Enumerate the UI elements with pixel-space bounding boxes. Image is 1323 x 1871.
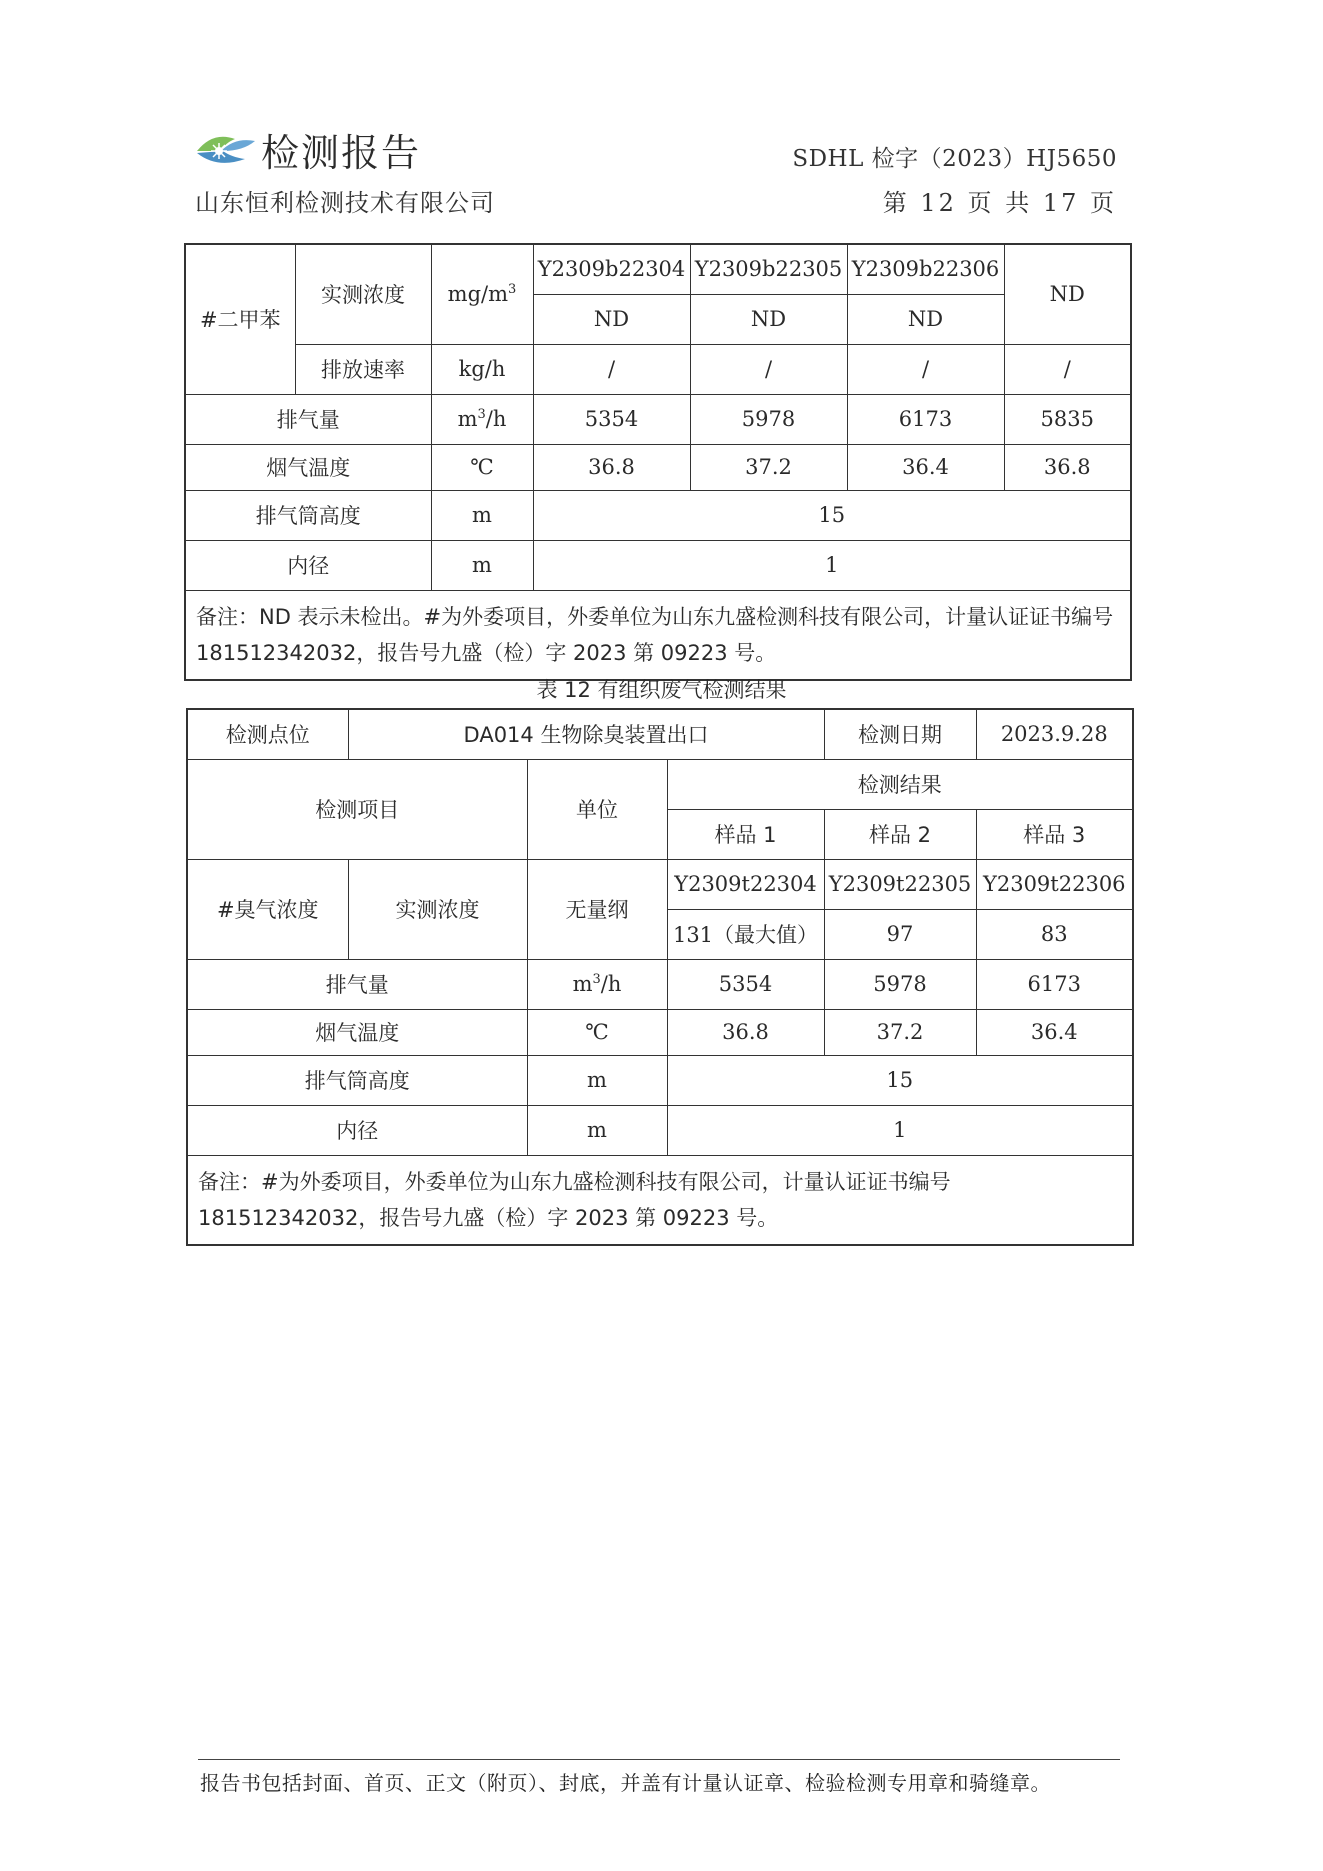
site-label: 检测点位: [187, 709, 348, 759]
date-label: 检测日期: [824, 709, 976, 759]
flow-unit: $m^3/h$: [527, 959, 667, 1009]
temp-label: 烟气温度: [187, 1009, 527, 1055]
sample-id: Y2309t22304: [667, 859, 824, 909]
flow-value: 5354: [667, 959, 824, 1009]
table-row: [187, 959, 1133, 1009]
rate-value: /: [533, 344, 690, 394]
footer-text: 报告书包括封面、首页、正文（附页）、封底，并盖有计量认证章、检验检测专用章和骑缝章。: [200, 1771, 1051, 1795]
diameter-unit: m: [527, 1105, 667, 1155]
height-label: 排气筒高度: [187, 1055, 527, 1105]
table-row: [185, 444, 1131, 490]
conc-unit: $mg/m^3$: [431, 244, 533, 344]
conc-value: 97: [824, 909, 976, 959]
date-value: 2023.9.28: [976, 709, 1133, 759]
height-value: 15: [667, 1055, 1133, 1105]
conc-value: ND: [847, 294, 1004, 344]
diameter-unit: m: [431, 540, 533, 590]
diameter-value: 1: [533, 540, 1131, 590]
table-row: [187, 759, 1133, 809]
temp-value: 37.2: [690, 444, 847, 490]
table-caption: 表 12 有组织废气检测结果: [536, 678, 787, 702]
table-row: [185, 540, 1131, 590]
height-label: 排气筒高度: [185, 490, 431, 540]
conc-label: 实测浓度: [295, 244, 431, 344]
table-row: [187, 859, 1133, 909]
diameter-label: 内径: [185, 540, 431, 590]
flow-value: 5978: [690, 394, 847, 444]
sample-id: Y2309t22305: [824, 859, 976, 909]
flow-value: 6173: [976, 959, 1133, 1009]
conc-average: ND: [1004, 244, 1131, 344]
rate-unit: kg/h: [431, 344, 533, 394]
rate-value: /: [690, 344, 847, 394]
sample-id: Y2309b22305: [690, 244, 847, 294]
results-table-xylene: [184, 243, 1132, 681]
temp-label: 烟气温度: [185, 444, 431, 490]
conc-value: ND: [533, 294, 690, 344]
report-number: SDHL 检字（2023）HJ5650: [792, 146, 1117, 172]
sample-id: Y2309b22304: [533, 244, 690, 294]
sample-header: 样品 1: [667, 809, 824, 859]
temp-value: 36.4: [976, 1009, 1133, 1055]
table-row: [185, 394, 1131, 444]
flow-unit: $m^3/h$: [431, 394, 533, 444]
flow-value: 5978: [824, 959, 976, 1009]
flow-label: 排气量: [187, 959, 527, 1009]
table-note: 备注：ND 表示未检出。#为外委项目，外委单位为山东九盛检测科技有限公司，计量认证证书编号 181512342032，报告号九盛（检）字 2023 第 09223 号。: [185, 590, 1131, 680]
table-row: [187, 709, 1133, 759]
page-number: 第 12 页 共 17 页: [882, 189, 1117, 217]
company-logo-icon: [195, 129, 257, 171]
conc-value: ND: [690, 294, 847, 344]
temp-unit: ℃: [527, 1009, 667, 1055]
temp-value: 36.4: [847, 444, 1004, 490]
temp-value: 36.8: [1004, 444, 1131, 490]
flow-label: 排气量: [185, 394, 431, 444]
sample-id: Y2309t22306: [976, 859, 1133, 909]
report-title: 检测报告: [261, 131, 422, 175]
rate-value: /: [847, 344, 1004, 394]
table-row: [185, 344, 1131, 394]
item-label: 检测项目: [187, 759, 527, 859]
diameter-value: 1: [667, 1105, 1133, 1155]
company-name: 山东恒利检测技术有限公司: [195, 189, 495, 217]
sample-header: 样品 2: [824, 809, 976, 859]
footer-divider: [198, 1759, 1120, 1760]
conc-value: 131（最大值）: [667, 909, 824, 959]
table-row: [185, 244, 1131, 294]
rate-value: /: [1004, 344, 1131, 394]
header-right: [792, 140, 1117, 218]
diameter-label: 内径: [187, 1105, 527, 1155]
table-row: [185, 590, 1131, 680]
height-unit: m: [431, 490, 533, 540]
table-row: [187, 1009, 1133, 1055]
height-unit: m: [527, 1055, 667, 1105]
flow-value: 6173: [847, 394, 1004, 444]
table-row: [187, 1055, 1133, 1105]
sample-header: 样品 3: [976, 809, 1133, 859]
conc-value: 83: [976, 909, 1133, 959]
rate-label: 排放速率: [295, 344, 431, 394]
unit-label: 单位: [527, 759, 667, 859]
result-label: 检测结果: [667, 759, 1133, 809]
flow-value: 5835: [1004, 394, 1131, 444]
sample-id: Y2309b22306: [847, 244, 1004, 294]
table-row: [185, 490, 1131, 540]
temp-value: 36.8: [533, 444, 690, 490]
temp-value: 37.2: [824, 1009, 976, 1055]
conc-label: 实测浓度: [348, 859, 527, 959]
conc-unit: 无量纲: [527, 859, 667, 959]
pollutant-cell: #臭气浓度: [187, 859, 348, 959]
table-note: 备注：#为外委项目，外委单位为山东九盛检测科技有限公司，计量认证证书编号 181512342032，报告号九盛（检）字 2023 第 09223 号。: [187, 1155, 1133, 1245]
height-value: 15: [533, 490, 1131, 540]
temp-unit: ℃: [431, 444, 533, 490]
temp-value: 36.8: [667, 1009, 824, 1055]
table-row: [187, 1155, 1133, 1245]
table-row: [187, 1105, 1133, 1155]
site-value: DA014 生物除臭装置出口: [348, 709, 824, 759]
results-table-odor: [186, 708, 1134, 1246]
header-left: [195, 122, 495, 218]
flow-value: 5354: [533, 394, 690, 444]
pollutant-cell: #二甲苯: [185, 244, 295, 394]
